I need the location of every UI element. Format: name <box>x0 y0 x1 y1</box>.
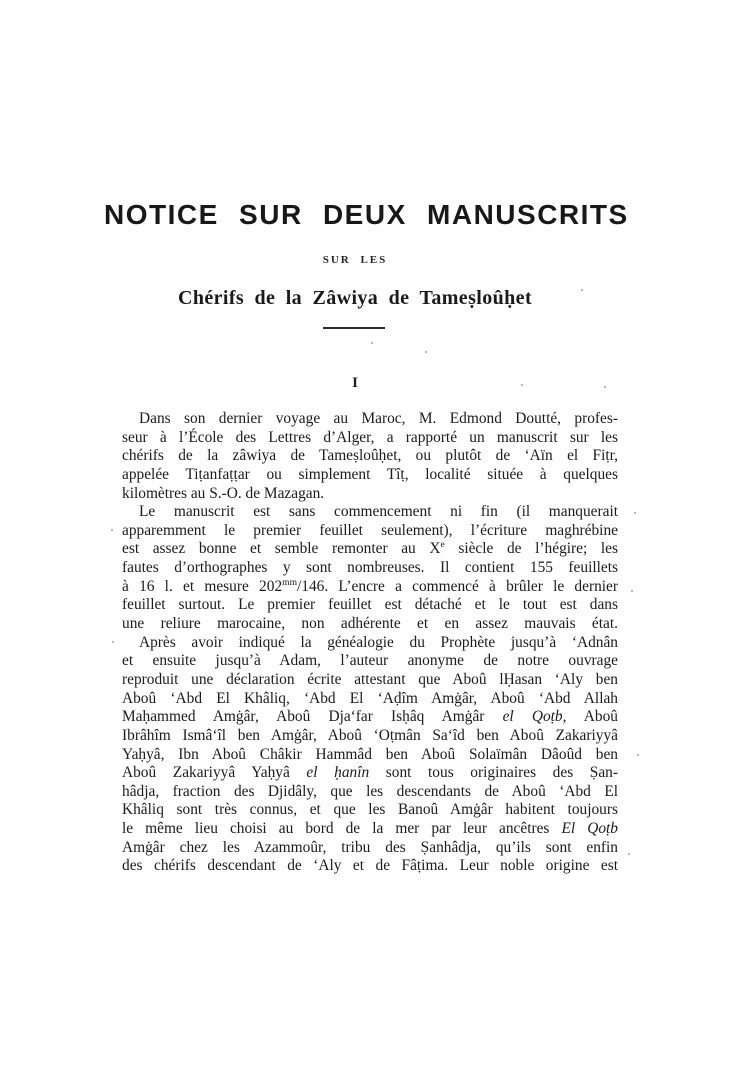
paragraph <box>122 503 618 633</box>
text-line: Dans son dernier voyage au Maroc, M. Edmond Doutté, profes- <box>139 410 618 427</box>
text-line: Maḥammed Amġâr, Aboû Dja‘far Isḥâq Amġâr el Qoṭb, Aboû <box>122 708 618 726</box>
text-line: Amġâr chez les Azammoûr, tribu des Ṣanhâdja, qu’ils sont enfin <box>122 838 618 856</box>
section-divider-rule <box>323 327 385 329</box>
scan-speck <box>581 289 583 291</box>
text-line: appelée Tiṭanfaṭṭar ou simplement Tîṭ, localité située à quelques <box>122 465 618 483</box>
subtitle: Chérifs de la Zâwiya de Tameṣloûḥet <box>177 287 533 309</box>
text-line: Aboû Zakariyyâ Yaḥyâ el ḥanîn sont tous originaires des Ṣan- <box>122 764 619 782</box>
page-title: NOTICE SUR DEUX MANUSCRITS <box>104 199 629 230</box>
text-line: fautes d’orthographes y sont nombreuses. Il contient 155 feuillets <box>122 559 618 577</box>
text-line: kilomètres au S.-O. de Mazagan. <box>122 484 325 502</box>
text-line: est assez bonne et semble remonter au Xe siècle de l’hégire; les <box>122 539 618 558</box>
scan-speck <box>604 386 606 388</box>
scan-speck <box>628 853 630 855</box>
scan-speck <box>637 754 639 756</box>
paragraph <box>122 634 618 876</box>
text-line: une reliure marocaine, non adhérente et en assez mauvais état. <box>122 615 618 633</box>
text-line: hâdja, fraction des Djidâly, que les descendants de Aboû ‘Abd El <box>122 782 618 800</box>
text-line: Aboû ‘Abd El Khâliq, ‘Abd El ‘Aḍîm Amġâr, Aboû ‘Abd Allah <box>122 689 618 707</box>
text-line: reproduit une déclaration écrite attestant que Aboû lḤasan ‘Aly ben <box>122 670 618 688</box>
paragraph <box>122 410 618 503</box>
text-line: à 16 l. et mesure $202^{mm}/146$. L’encre a commencé à brûler le dernier <box>122 576 618 595</box>
text-line: chérifs de la zâwiya de Tameṣloûḥet, ou plutôt de ‘Aïn el Fiṭr, <box>122 447 618 465</box>
text-line: des chérifs descendant de ‘Aly et de Fâṭima. Leur noble origine est <box>122 857 618 875</box>
text-line: Le manuscrit est sans commencement ni fin (il manquerait <box>139 503 618 521</box>
text-line: Après avoir indiqué la généalogie du Prophète jusqu’à ‘Adnân <box>139 633 618 651</box>
scan-speck <box>631 590 633 592</box>
scan-speck <box>521 384 523 386</box>
subtitle-prefix: SUR LES <box>322 254 388 266</box>
text-line: le même lieu choisi au bord de la mer par leur ancêtres El Qoṭb <box>122 820 618 838</box>
scan-speck <box>634 512 636 514</box>
scan-speck <box>112 641 114 643</box>
text-line: Khâliq sont très connus, et que les Banoû Amġâr habitent toujours <box>122 801 618 819</box>
scan-speck <box>111 529 113 531</box>
text-line: apparemment le premier feuillet seulement), l’écriture maghrébine <box>122 521 618 539</box>
text-line: et ensuite jusqu’à Adam, l’auteur anonyme de notre ouvrage <box>122 652 618 670</box>
text-line: Ibrâhîm Ismâ‘îl ben Amġâr, Aboû ‘Oṭmân Sa‘îd ben Aboû Zakariyyâ <box>122 726 618 744</box>
text-line: seur à l’École des Lettres d’Alger, a rapporté un manuscrit sur les <box>122 428 618 446</box>
scan-speck <box>371 342 373 344</box>
section-number: I <box>352 375 358 391</box>
text-line: feuillet surtout. Le premier feuillet est détaché et le tout est dans <box>122 596 618 614</box>
body-text <box>122 410 618 876</box>
text-line: Yaḥyâ, Ibn Aboû Châkir Hammâd ben Aboû Solaïmân Dâoûd ben <box>122 745 618 763</box>
scan-speck <box>425 351 427 353</box>
